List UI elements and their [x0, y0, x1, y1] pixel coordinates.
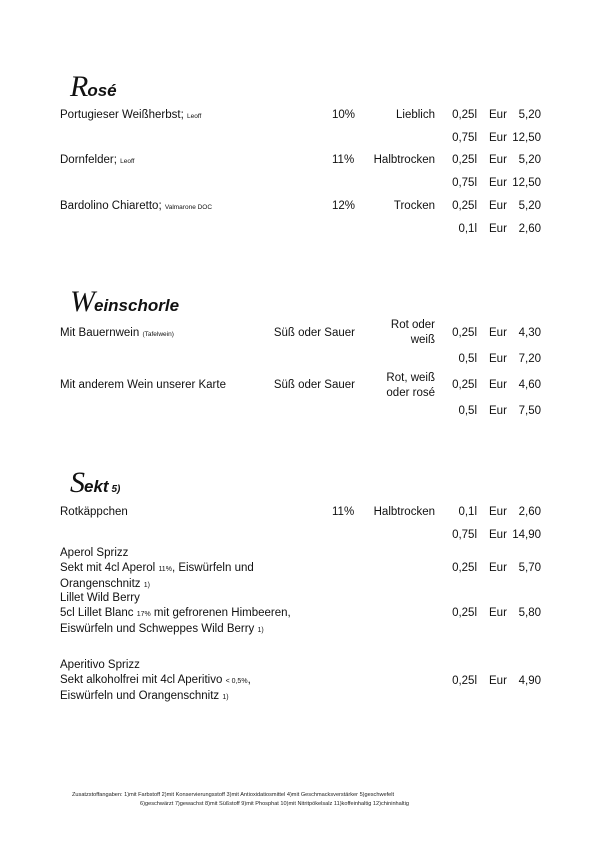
heading-initial: S: [70, 466, 84, 499]
cocktail-line: Sekt alkoholfrei mit 4cl Aperitivo < 0,5%,: [60, 674, 251, 686]
wine-name: Portugieser Weißherbst; Leoff: [60, 109, 202, 121]
wine-alcohol: 11%: [332, 506, 355, 518]
currency: Eur: [489, 200, 507, 212]
heading-rest: einschorle: [94, 296, 180, 315]
section-heading-rose: [70, 70, 117, 104]
currency: Eur: [489, 405, 507, 417]
cocktail-description: [60, 591, 291, 638]
wine-price: 4,90: [518, 675, 541, 687]
wine-price: 5,70: [518, 562, 541, 574]
currency: Eur: [489, 132, 507, 144]
footer-additives-line2: 6)geschwärzt 7)gewachst 8)mit Süßstoff 9)mit Phosphat 10)mit Nitritpökelsalz 11)koffeinhaltig 12)chininhaltig: [140, 801, 409, 807]
cocktail-line: Orangenschnitz 1): [60, 578, 150, 590]
wine-name: Dornfelder; Leoff: [60, 154, 135, 166]
wine-volume: 0,25l: [452, 327, 477, 339]
currency: Eur: [489, 177, 507, 189]
cocktail-line: Sekt mit 4cl Aperol 11%, Eiswürfeln und: [60, 562, 254, 574]
wine-price: 7,50: [518, 405, 541, 417]
wine-taste: Halbtrocken: [373, 154, 435, 166]
wine-alcohol: 10%: [332, 109, 356, 121]
schorle-name: Mit Bauernwein (Tafelwein): [60, 327, 174, 339]
cocktail-title: Aperitivo Sprizz: [60, 659, 140, 671]
currency: Eur: [489, 353, 507, 365]
wine-volume: 0,25l: [452, 379, 477, 391]
wine-volume: 0,25l: [452, 109, 477, 121]
sekt-name: Rotkäppchen: [60, 506, 128, 518]
wine-price: 12,50: [512, 177, 541, 189]
wine-price: 7,20: [518, 353, 541, 365]
section-heading-weinschorle: [70, 285, 179, 319]
wine-volume: 0,25l: [452, 607, 477, 619]
wine-origin: Leoff: [120, 158, 135, 165]
wine-price: 12,50: [512, 132, 541, 144]
wine-price: 2,60: [518, 506, 541, 518]
wine-taste: Halbtrocken: [373, 506, 435, 518]
currency: Eur: [489, 675, 507, 687]
wine-origin: Leoff: [187, 113, 202, 120]
wine-price: 2,60: [518, 223, 541, 235]
footer-additives-line1: Zusatzstoffangaben: 1)mit Farbstoff 2)mit Konservierungsstoff 3)mit Antioxidatiosmittel 4)mit Geschmacksverstärker 5)geschwefelt: [72, 792, 395, 798]
wine-volume: 0,25l: [452, 154, 477, 166]
heading-rest: osé: [87, 81, 117, 100]
schorle-taste: Rot, weiß oder rosé: [386, 372, 435, 399]
wine-price: 5,20: [518, 154, 541, 166]
cocktail-title: Lillet Wild Berry: [60, 592, 140, 604]
heading-rest: ekt: [84, 477, 109, 496]
wine-price: 5,80: [518, 607, 541, 619]
currency: Eur: [489, 223, 507, 235]
currency: Eur: [489, 529, 507, 541]
cocktail-line: Eiswürfeln und Orangenschnitz 1): [60, 690, 229, 702]
wine-origin: Valmarone DOC: [164, 204, 213, 211]
wine-volume: 0,1l: [458, 506, 477, 518]
wine-price: 4,60: [518, 379, 541, 391]
currency: Eur: [489, 379, 507, 391]
currency: Eur: [489, 607, 507, 619]
wine-price: 14,90: [512, 529, 541, 541]
schorle-style: Süß oder Sauer: [273, 379, 355, 391]
wine-volume: 0,25l: [452, 200, 477, 212]
wine-taste: Trocken: [393, 200, 435, 212]
currency: Eur: [489, 109, 507, 121]
wine-volume: 0,5l: [458, 353, 477, 365]
wine-volume: 0,1l: [458, 223, 477, 235]
currency: Eur: [489, 562, 507, 574]
wine-taste: Lieblich: [396, 109, 435, 121]
wine-alcohol: 12%: [332, 200, 356, 212]
heading-initial: R: [70, 70, 88, 103]
cocktail-line: Eiswürfeln und Schweppes Wild Berry 1): [60, 623, 264, 635]
wine-price: 5,20: [518, 200, 541, 212]
cocktail-line: 5cl Lillet Blanc 17% mit gefrorenen Himbeeren,: [60, 607, 291, 619]
section-heading-sekt: [70, 466, 120, 500]
wine-price: 4,30: [518, 327, 541, 339]
wine-price: 5,20: [518, 109, 541, 121]
wine-volume: 0,75l: [452, 177, 477, 189]
schorle-taste: Rot oder weiß: [390, 319, 435, 346]
schorle-name: Mit anderem Wein unserer Karte: [60, 379, 226, 391]
cocktail-title: Aperol Sprizz: [60, 547, 129, 559]
wine-volume: 0,5l: [458, 405, 477, 417]
wine-alcohol: 11%: [332, 154, 355, 166]
cocktail-description: [60, 658, 251, 705]
wine-volume: 0,25l: [452, 675, 477, 687]
wine-origin: (Tafelwein): [142, 331, 174, 338]
cocktail-description: [60, 546, 254, 593]
wine-name: Bardolino Chiaretto; Valmarone DOC: [60, 200, 213, 212]
heading-initial: W: [70, 285, 94, 318]
wine-volume: 0,75l: [452, 132, 477, 144]
wine-volume: 0,25l: [452, 562, 477, 574]
wine-volume: 0,75l: [452, 529, 477, 541]
additive-note: 5): [111, 484, 121, 495]
currency: Eur: [489, 154, 507, 166]
schorle-style: Süß oder Sauer: [273, 327, 355, 339]
currency: Eur: [489, 506, 507, 518]
currency: Eur: [489, 327, 507, 339]
